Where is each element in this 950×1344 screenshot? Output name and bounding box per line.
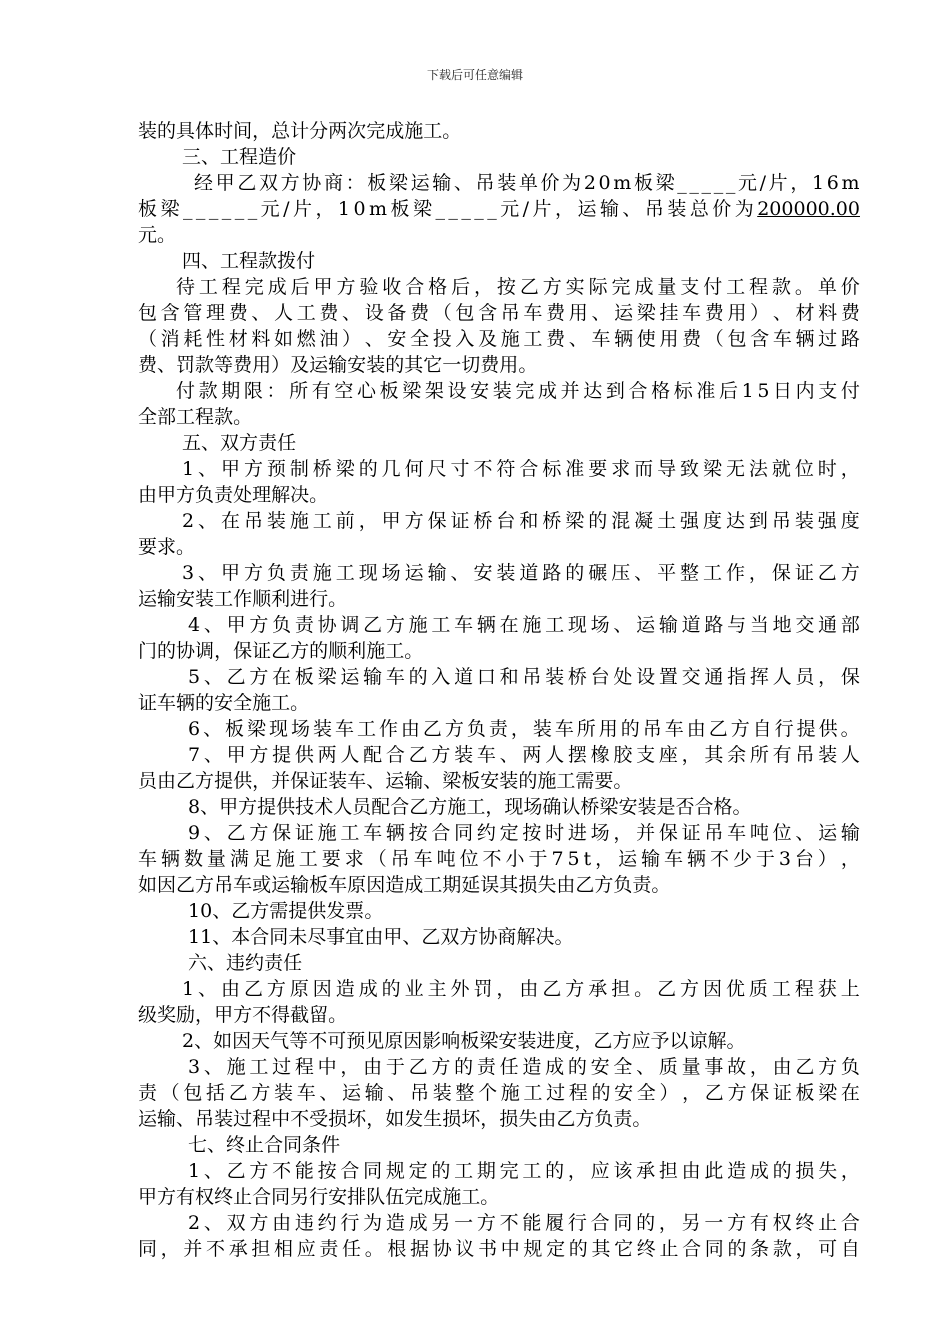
text-line: 由 甲 方 负 责 处 理 解 决 。: [138, 484, 329, 506]
text-line: 同 ， 并 不 承 担 相 应 责 任 。 根 据 协 议 书 中 规 定 的 其 它 终 止 合 同 的 条 款 ， 可 自: [138, 1238, 860, 1260]
text-line: 9 、 乙 方 保 证 施 工 车 辆 按 合 同 约 定 按 时 进 场 ， 并 保 证 吊 车 吨 位 、 运 输: [188, 822, 860, 844]
text-line: 4 、 甲 方 负 责 协 调 乙 方 施 工 车 辆 在 施 工 现 场 、 运 输 道 路 与 当 地 交 通 部: [188, 614, 860, 636]
text-line: 1 、 乙 方 不 能 按 合 同 规 定 的 工 期 完 工 的 ， 应 该 承 担 由 此 造 成 的 损 失 ，: [188, 1160, 860, 1182]
text-line: 员 由 乙 方 提 供 ， 并 保 证 装 车 、 运 输 、 梁 板 安 装 的 施 工 需 要 。: [138, 770, 633, 792]
text-line: 经 甲 乙 双 方 协 商 ： 板 梁 运 输 、 吊 装 单 价 为 2 0 m 板 梁 _ _ _ _ _ 元 / 片 ， 1 6 m: [194, 172, 860, 194]
text-line: 级 奖 励 ， 甲 方 不 得 截 留 。: [138, 1004, 348, 1026]
text-line: 1 1 、 本 合 同 未 尽 事 宜 由 甲 、 乙 双 方 协 商 解 决 。: [188, 926, 574, 948]
page-header: 下载后可任意编辑: [426, 68, 523, 82]
text-line: 五 、 双 方 责 任: [182, 432, 297, 454]
text-line: 要 求 。: [138, 536, 196, 558]
text-line: 1 、 由 乙 方 原 因 造 成 的 业 主 外 罚 ， 由 乙 方 承 担 。 乙 方 因 优 质 工 程 获 上: [182, 978, 860, 1000]
text-line: 运 输 、 吊 装 过 程 中 不 受 损 坏 ， 如 发 生 损 坏 ， 损 失 由 乙 方 负 责 。: [138, 1108, 652, 1130]
total-price-value: 200000.00: [757, 198, 860, 220]
text-line: 装 的 具 体 时 间 ， 总 计 分 两 次 完 成 施 工 。: [138, 120, 462, 142]
text-line: 如 因 乙 方 吊 车 或 运 输 板 车 原 因 造 成 工 期 延 误 其 损 失 由 乙 方 负 责 。: [138, 874, 671, 896]
text-line: 2 、 在 吊 装 施 工 前 ， 甲 方 保 证 桥 台 和 桥 梁 的 混 凝 土 强 度 达 到 吊 装 强 度: [182, 510, 860, 532]
text-line: 甲 方 有 权 终 止 合 同 另 行 安 排 队 伍 完 成 施 工 。: [138, 1186, 500, 1208]
text-line: 责 （ 包 括 乙 方 装 车 、 运 输 、 吊 装 整 个 施 工 过 程 的 安 全 ） ， 乙 方 保 证 板 梁 在: [138, 1082, 860, 1104]
text-line: 费 、 罚 款 等 费 用 ） 及 运 输 安 装 的 其 它 一 切 费 用 。: [138, 354, 538, 376]
text-line: 3 、 施 工 过 程 中 ， 由 于 乙 方 的 责 任 造 成 的 安 全 、 质 量 事 故 ， 由 乙 方 负: [188, 1056, 860, 1078]
text-line: 七 、 终 止 合 同 条 件: [188, 1134, 341, 1156]
text-line: 证 车 辆 的 安 全 施 工 。: [138, 692, 310, 714]
document-body: [138, 118, 860, 1262]
text-line: 运 输 安 装 工 作 顺 利 进 行 。: [138, 588, 348, 610]
text-line: 1 、 甲 方 预 制 桥 梁 的 几 何 尺 寸 不 符 合 标 准 要 求 而 导 致 梁 无 法 就 位 时 ，: [182, 458, 860, 480]
text-line: 2 、 双 方 由 违 约 行 为 造 成 另 一 方 不 能 履 行 合 同 的 ， 另 一 方 有 权 终 止 合: [188, 1212, 860, 1234]
text-line: 三 、 工 程 造 价: [182, 146, 297, 168]
text-line: 包 含 管 理 费 、 人 工 费 、 设 备 费 （ 包 含 吊 车 费 用 、 运 梁 挂 车 费 用 ） 、 材 料 费: [138, 302, 860, 324]
text-line: 8 、 甲 方 提 供 技 术 人 员 配 合 乙 方 施 工 ， 现 场 确 认 桥 梁 安 装 是 否 合 格 。: [188, 796, 752, 818]
text-line: 5 、 乙 方 在 板 梁 运 输 车 的 入 道 口 和 吊 装 桥 台 处 设 置 交 通 指 挥 人 员 ， 保: [188, 666, 860, 688]
text-line: 车 辆 数 量 满 足 施 工 要 求 （ 吊 车 吨 位 不 小 于 7 5 t ， 运 输 车 辆 不 少 于 3 台 ） ，: [138, 848, 860, 870]
text-line: 6 、 板 梁 现 场 装 车 工 作 由 乙 方 负 责 ， 装 车 所 用 的 吊 车 由 乙 方 自 行 提 供 。: [188, 718, 860, 740]
text-line: 元 。: [138, 224, 177, 246]
text-line: 1 0 、 乙 方 需 提 供 发 票 。: [188, 900, 384, 922]
text-line: 待 工 程 完 成 后 甲 方 验 收 合 格 后 ， 按 乙 方 实 际 完 成 量 支 付 工 程 款 。 单 价: [176, 276, 860, 298]
text-line: 四 、 工 程 款 拨 付: [182, 250, 316, 272]
text-line: 全 部 工 程 款 。: [138, 406, 253, 428]
text-line: 门 的 协 调 ， 保 证 乙 方 的 顺 利 施 工 。: [138, 640, 424, 662]
text-line: 2 、 如 因 天 气 等 不 可 预 见 原 因 影 响 板 梁 安 装 进 度 ， 乙 方 应 予 以 谅 解 。: [182, 1030, 746, 1052]
text-line: 六 、 违 约 责 任: [188, 952, 303, 974]
text-line: 7 、 甲 方 提 供 两 人 配 合 乙 方 装 车 、 两 人 摆 橡 胶 支 座 ， 其 余 所 有 吊 装 人: [188, 744, 860, 766]
text-line: 板 梁 _ _ _ _ _ _ 元 / 片 ， 1 0 m 板 梁 _ _ _ _ _ 元 / 片 ， 运 输 、 吊 装 总 价 为 200000.00: [138, 198, 860, 220]
text-line: 3 、 甲 方 负 责 施 工 现 场 运 输 、 安 装 道 路 的 碾 压 、 平 整 工 作 ， 保 证 乙 方: [182, 562, 860, 584]
text-line: 付 款 期 限 ： 所 有 空 心 板 梁 架 设 安 装 完 成 并 达 到 合 格 标 准 后 1 5 日 内 支 付: [176, 380, 860, 402]
text-line: （ 消 耗 性 材 料 如 燃 油 ） 、 安 全 投 入 及 施 工 费 、 车 辆 使 用 费 （ 包 含 车 辆 过 路: [138, 328, 860, 350]
